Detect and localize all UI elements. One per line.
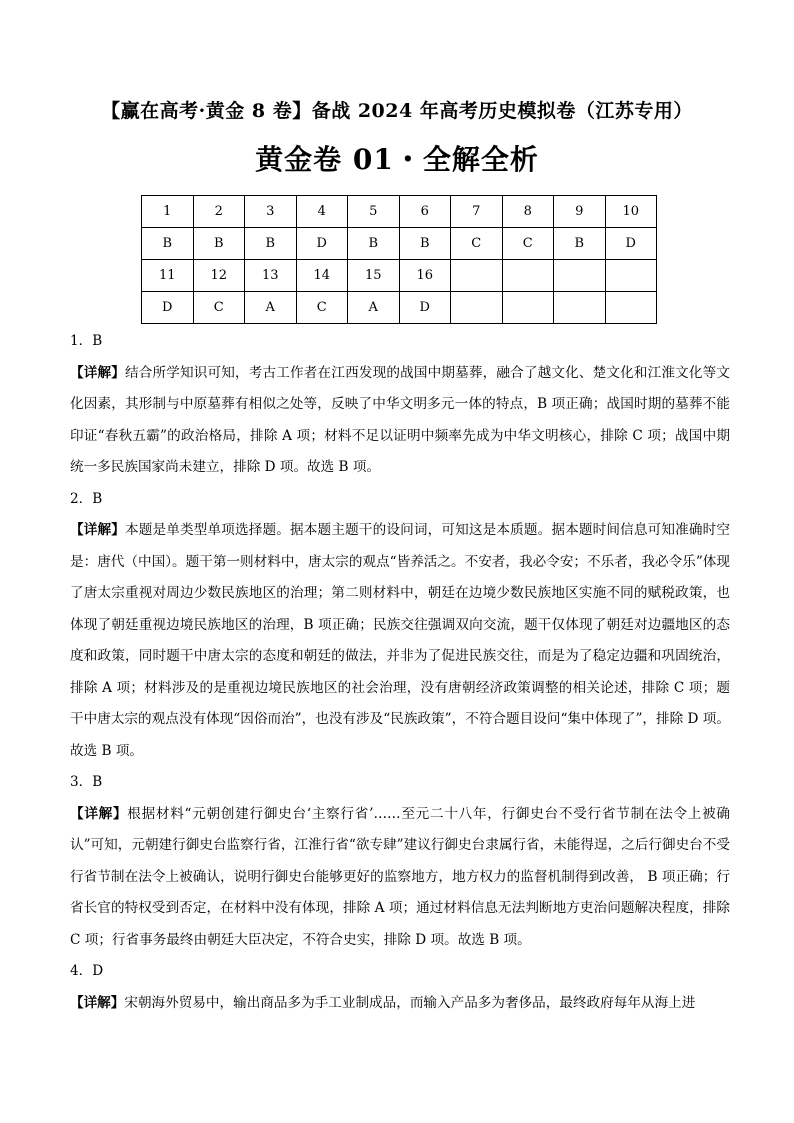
table-cell: B — [142, 228, 194, 260]
table-cell: B — [554, 228, 606, 260]
table-cell: B — [399, 228, 451, 260]
question-2 — [70, 484, 730, 768]
table-row — [142, 196, 657, 228]
table-cell: D — [142, 292, 194, 324]
table-cell: 12 — [193, 260, 245, 292]
table-cell: A — [348, 292, 400, 324]
table-cell: B — [245, 228, 297, 260]
table-cell: 10 — [605, 196, 657, 228]
table-cell: D — [296, 228, 348, 260]
table-cell — [605, 292, 657, 324]
question-number: 2．B — [70, 490, 103, 507]
detail-tag: 【详解】 — [70, 522, 126, 538]
table-cell: A — [245, 292, 297, 324]
table-cell: 5 — [348, 196, 400, 228]
question-number: 4．D — [70, 963, 104, 979]
table-cell: D — [605, 228, 657, 260]
detail-tag: 【详解】 — [70, 364, 126, 381]
explanation-text: 本题是单类型单项选择题。据本题主题干的设问词，可知这是本质题。据本题时间信息可知准确时空是：唐代（中国）。题干第一则材料中，唐太宗的观点“皆养活之。不安者，我必令安；不乐者，我必令乐”体现了唐太宗重视对周边少数民族地区的治理；第二则材料中，朝廷在边境少数民族地区实施不同的赋税政策，也体现了朝廷重视边境民族地区的治理，B 项正确；民族交往强调双向交流，题干仅体现了朝廷对边疆地区的态度和政策，同时题干中唐太宗的态度和朝廷的做法，并非为了促进民族交往，而是为了稳定边疆和巩固统治，排除 A 项；材料涉及的是重视边境民族地区的社会治理，没有唐朝经济政策调整的相关论述，排除 C 项；题干中唐太宗的观点没有体现“因俗而治”，也没有涉及“民族政策”，不符合题目设问“集中体现了”，排除 D 项。故选 B 项。 — [70, 522, 730, 759]
explanation-text: 根据材料“元朝创建行御史台‘主察行省’……至元二十八年，行御史台不受行省节制在法令上被确认”可知，元朝建行御史台监察行省，江淮行省“欲专肆”建议行御史台隶属行省，未能得逞，之后行御史台不受行省节制在法令上被确认，说明行御史台能够更好的监察地方，地方权力的监督机制得到改善， B 项正确；行省长官的特权受到否定，在材料中没有体现，排除 A 项；通过材料信息无法判断地方吏治问题解决程度，排除 C 项；行省事务最终由朝廷大臣决定，不符合史实，排除 D 项。故选 B 项。 — [70, 805, 730, 948]
table-cell — [554, 260, 606, 292]
table-cell: B — [193, 228, 245, 260]
table-cell: 4 — [296, 196, 348, 228]
question-explanation — [70, 358, 730, 484]
answer-table — [141, 195, 657, 324]
table-cell: 3 — [245, 196, 297, 228]
table-row — [142, 292, 657, 324]
detail-tag: 【详解】 — [70, 805, 128, 822]
table-cell: C — [502, 228, 554, 260]
table-cell: 6 — [399, 196, 451, 228]
explanation-text: 结合所学知识可知，考古工作者在江西发现的战国中期墓葬，融合了越文化、楚文化和江淮文化等文化因素，其形制与中原墓葬有相似之处等，反映了中华文明多元一体的特点，B 项正确；战国时期的墓葬不能印证“春秋五霸”的政治格局，排除 A 项；材料不足以证明中频率先成为中华文明核心，排除 C 项；战国中期统一多民族国家尚未建立，排除 D 项。故选 B 项。 — [70, 364, 730, 475]
table-cell: C — [296, 292, 348, 324]
table-cell: 1 — [142, 196, 194, 228]
table-cell: 13 — [245, 260, 297, 292]
table-cell: D — [399, 292, 451, 324]
table-cell: 14 — [296, 260, 348, 292]
question-explanation — [70, 515, 730, 767]
table-row — [142, 260, 657, 292]
table-cell: 7 — [451, 196, 503, 228]
table-cell: 9 — [554, 196, 606, 228]
table-cell — [451, 260, 503, 292]
table-cell: 11 — [142, 260, 194, 292]
document-main-title: 黄金卷 01・全解全析 — [255, 143, 539, 176]
question-1 — [70, 326, 730, 484]
table-cell: C — [451, 228, 503, 260]
table-cell — [502, 260, 554, 292]
question-explanation — [70, 988, 730, 1020]
question-explanation — [70, 799, 730, 957]
explanations — [70, 326, 730, 1019]
question-4 — [70, 956, 730, 1019]
table-cell — [502, 292, 554, 324]
table-cell: B — [348, 228, 400, 260]
question-3 — [70, 767, 730, 956]
table-cell: 15 — [348, 260, 400, 292]
table-cell — [554, 292, 606, 324]
table-row — [142, 228, 657, 260]
table-cell: 8 — [502, 196, 554, 228]
table-cell — [605, 260, 657, 292]
detail-tag: 【详解】 — [70, 994, 125, 1011]
table-cell: C — [193, 292, 245, 324]
question-number: 1．B — [70, 333, 103, 349]
table-cell: 16 — [399, 260, 451, 292]
table-cell — [451, 292, 503, 324]
table-cell: 2 — [193, 196, 245, 228]
document-header-title: 【赢在高考·黄金 8 卷】备战 2024 年高考历史模拟卷（江苏专用） — [101, 100, 693, 122]
question-number: 3．B — [70, 774, 103, 790]
explanation-text: 宋朝海外贸易中，输出商品多为手工业制成品，而输入产品多为奢侈品，最终政府每年从海上进 — [124, 994, 696, 1011]
